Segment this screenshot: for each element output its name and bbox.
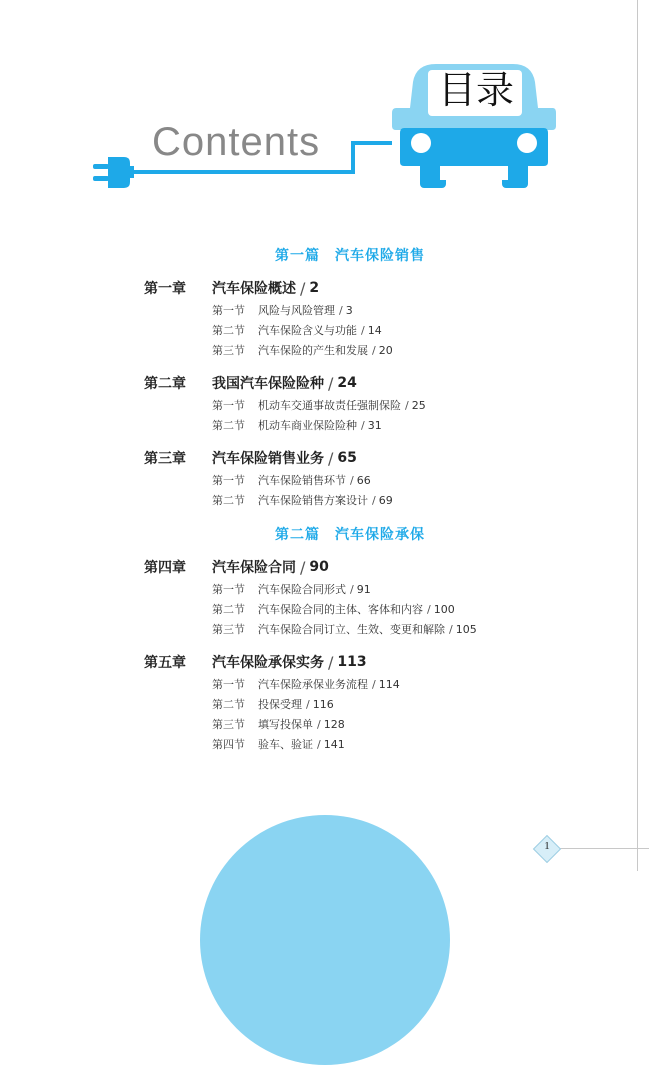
section-row[interactable]: 第一节 机动车交通事故责任强制保险 / 25	[212, 398, 426, 412]
chapter-row[interactable]: 第五章 汽车保险承保实务 / 113	[144, 652, 367, 672]
chapter-number: 第二章	[144, 376, 186, 392]
chapter-page: 2	[309, 280, 320, 296]
section-row[interactable]: 第三节 汽车保险合同订立、生效、变更和解除 / 105	[212, 622, 477, 636]
part-title-2: 第二篇 汽车保险承保	[275, 527, 425, 543]
chapter-title: 汽车保险销售业务	[212, 451, 324, 467]
chapter-title: 汽车保险承保实务	[212, 655, 324, 671]
part-title-1: 第一篇 汽车保险销售	[275, 248, 425, 264]
page-number-badge	[534, 836, 560, 862]
section-row[interactable]: 第二节 投保受理 / 116	[212, 697, 334, 711]
chapter-number: 第一章	[144, 281, 186, 297]
section-row[interactable]: 第一节 风险与风险管理 / 3	[212, 303, 353, 317]
chapter-page: 113	[337, 654, 367, 670]
headlight-right-icon	[517, 133, 537, 153]
section-row[interactable]: 第一节 汽车保险销售环节 / 66	[212, 473, 371, 487]
toc-title: 目录	[437, 68, 514, 112]
footer-rule	[560, 848, 649, 849]
chapter-row[interactable]: 第四章 汽车保险合同 / 90	[144, 557, 329, 577]
bottom-decor-circle	[200, 815, 450, 1065]
chapter-row[interactable]: 第二章 我国汽车保险险种 / 24	[144, 373, 357, 393]
section-row[interactable]: 第二节 机动车商业保险险种 / 31	[212, 418, 382, 432]
chapter-page: 24	[337, 375, 357, 391]
section-row[interactable]: 第二节 汽车保险销售方案设计 / 69	[212, 493, 393, 507]
header-illustration	[0, 0, 649, 200]
section-row[interactable]: 第二节 汽车保险合同的主体、客体和内容 / 100	[212, 602, 455, 616]
section-row[interactable]: 第一节 汽车保险合同形式 / 91	[212, 582, 371, 596]
section-row[interactable]: 第四节 验车、验证 / 141	[212, 737, 345, 751]
plug-prong-bottom	[93, 176, 109, 181]
section-row[interactable]: 第二节 汽车保险含义与功能 / 14	[212, 323, 382, 337]
chapter-row[interactable]: 第一章 汽车保险概述 / 2	[144, 278, 320, 298]
chapter-page: 90	[309, 559, 329, 575]
chapter-title: 汽车保险合同	[212, 560, 296, 576]
plug-prong-top	[93, 164, 109, 169]
chapter-number: 第五章	[144, 655, 186, 671]
chapter-row[interactable]: 第三章 汽车保险销售业务 / 65	[144, 448, 357, 468]
section-row[interactable]: 第三节 汽车保险的产生和发展 / 20	[212, 343, 393, 357]
chapter-title: 汽车保险概述	[212, 281, 296, 297]
page-number: 1	[544, 840, 550, 852]
plug-icon	[108, 157, 130, 188]
contents-heading: Contents	[152, 120, 321, 164]
chapter-number: 第四章	[144, 560, 186, 576]
section-row[interactable]: 第三节 填写投保单 / 128	[212, 717, 345, 731]
section-row[interactable]: 第一节 汽车保险承保业务流程 / 114	[212, 677, 400, 691]
chapter-page: 65	[337, 450, 357, 466]
headlight-left-icon	[411, 133, 431, 153]
chapter-number: 第三章	[144, 451, 186, 467]
chapter-title: 我国汽车保险险种	[212, 376, 324, 392]
